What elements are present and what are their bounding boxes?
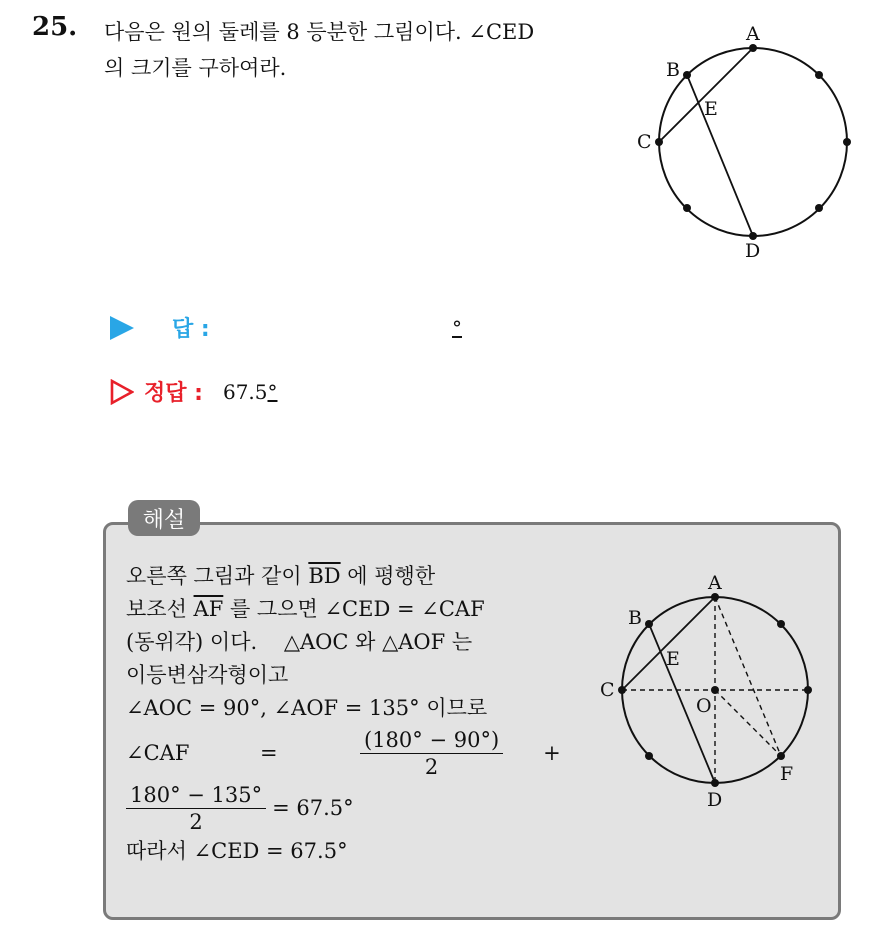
figure2-point [804,686,812,694]
answer-label: 답 : [172,317,210,342]
figure2-point-d [711,779,719,787]
answer-blank[interactable]: ° [452,316,462,340]
question-figure [628,20,868,270]
question-number: 25. [32,12,78,42]
explanation-tag: 해설 [128,500,200,536]
answer-row [110,312,210,343]
figure1-chord-bd [687,75,753,236]
question-line-2: 의 크기를 구하여라. [104,56,287,80]
correct-label: 정답 : [144,381,203,406]
question-text [104,14,624,86]
explanation-line-7: $\frac{180^\circ - 135^\circ}{2}$ = 67.5° [126,782,570,835]
figure1-label-b: B [666,59,680,81]
fraction-1: $\frac{(180^\circ - 90^\circ)}{2}$ [360,727,503,780]
explanation-line-8: 따라서 ∠CED = 67.5° [126,839,348,863]
question-line-1: 다음은 원의 둘레를 8 등분한 그림이다. ∠CED [104,20,535,44]
figure2-label-e: E [666,648,680,670]
figure2-label-d: D [707,789,723,811]
figure1-label-e: E [704,98,718,120]
explanation-line-4: 이등변삼각형이고 [126,663,289,687]
figure1-point-b [683,71,691,79]
explanation-line-3: (동위각) 이다. △AOC 와 △AOF 는 [126,630,473,654]
figure1-label-a: A [746,23,760,45]
play-triangle-icon [110,316,134,340]
figure2-label-b: B [628,607,642,629]
figure2-point [645,752,653,760]
figure2-point-o [711,686,719,694]
figure1-point-a [749,44,757,52]
figure2-point-a [711,593,719,601]
figure1-point [683,204,691,212]
figure2-label-a: A [708,572,722,594]
figure1-point-c [655,138,663,146]
figure2-dashed-af [715,597,781,756]
figure2-label-c: C [600,679,615,701]
figure1-point [815,71,823,79]
figure2-label-f: F [780,763,794,785]
explanation-line-6: ∠CAF = $\frac{(180^\circ - 90^\circ)}{2}$ + [126,728,561,779]
explanation-text [126,560,570,868]
figure1-label-c: C [637,131,652,153]
figure2-dashed-of [715,690,781,756]
explanation-line-1: 오른쪽 그림과 같이 $\overline{BD}$ 에 평행한 [126,564,436,588]
figure2-point-c [618,686,626,694]
figure1-point [815,204,823,212]
explanation-line-5: ∠AOC = 90°, ∠AOF = 135° 이므로 [126,696,488,720]
figure2-point [777,620,785,628]
figure2-point-b [645,620,653,628]
figure1-point-d [749,232,757,240]
figure1-label-d: D [745,240,761,262]
explanation-line-2: 보조선 $\overline{AF}$ 를 그으면 ∠CED = ∠CAF [126,597,485,621]
outline-triangle-icon [110,379,134,405]
figure1-point [843,138,851,146]
figure2-label-o: O [696,695,712,717]
explanation-figure [596,570,836,820]
figure2-point-f [777,752,785,760]
correct-answer-row [110,376,278,407]
correct-value: 67.5° [222,379,278,404]
fraction-2: $\frac{180^\circ - 135^\circ}{2}$ [126,782,266,835]
